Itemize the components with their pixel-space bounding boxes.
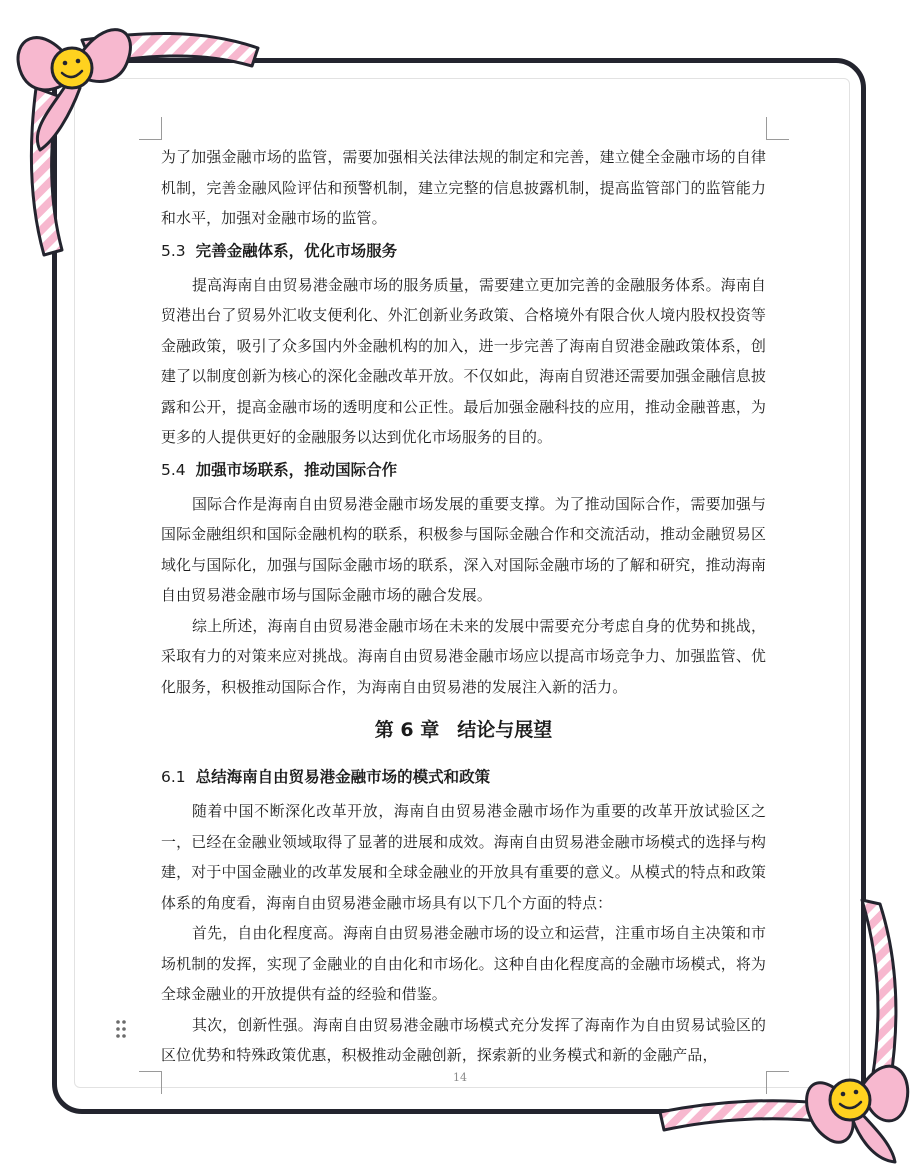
page-number: 14	[453, 1071, 467, 1084]
paragraph: 综上所述，海南自由贸易港金融市场在未来的发展中需要充分考虑自身的优势和挑战，采取有力的对策来应对挑战。海南自由贸易港金融市场应以提高市场竞争力、加强监管、优化服务，积极推动国际合作，为海南自由贸易港的发展注入新的活力。	[161, 616, 766, 696]
section-title: 完善金融体系，优化市场服务	[195, 241, 398, 260]
section-number: 6.1	[161, 768, 186, 786]
chapter-number: 第 6 章	[374, 719, 440, 741]
section-number: 5.4	[161, 460, 186, 479]
chapter-title: 结论与展望	[457, 719, 553, 741]
paragraph: 提高海南自由贸易港金融市场的服务质量，需要建立更加完善的金融服务体系。海南自贸港出台了贸易外汇收支便利化、外汇创新业务政策、合格境外有限合伙人境内股权投资等金融政策，吸引了众多国内外金融机构的加入，进一步完善了海南自贸港金融政策体系，创建了以制度创新为核心的深化金融改革开放。不仅如此，海南自贸港还需要加强金融信息披露和公开，提高金融市场的透明度和公正性。最后加强金融科技的应用，推动金融普惠，为更多的人提供更好的金融服务以达到优化市场服务的目的。	[161, 275, 766, 446]
paragraph: 国际合作是海南自由贸易港金融市场发展的重要支撑。为了推动国际合作，需要加强与国际金融组织和国际金融机构的联系，积极参与国际金融合作和交流活动，推动金融贸易区域化与国际化，加强与国际金融市场的联系，深入对国际金融市场的了解和研究，推动海南自由贸易港金融市场与国际金融市场的融合发展。	[161, 494, 766, 604]
paragraph: 其次，创新性强。海南自由贸易港金融市场模式充分发挥了海南作为自由贸易试验区的区位优势和特殊政策优惠，积极推动金融创新，探索新的业务模式和新的金融产品，	[161, 1015, 766, 1064]
smiley-face-icon	[830, 1080, 870, 1120]
smiley-face-icon	[52, 48, 92, 88]
section-title: 总结海南自由贸易港金融市场的模式和政策	[195, 768, 491, 786]
paragraph: 随着中国不断深化改革开放，海南自由贸易港金融市场作为重要的改革开放试验区之一，已经在金融业领域取得了显著的进展和成效。海南自由贸易港金融市场模式的选择与构建，对于中国金融业的改革发展和全球金融业的开放具有重要的意义。从模式的特点和政策体系的角度看，海南自由贸易港金融市场具有以下几个方面的特点：	[161, 802, 766, 912]
paragraph: 为了加强金融市场的监管，需要加强相关法律法规的制定和完善，建立健全金融市场的自律机制，完善金融风险评估和预警机制，建立完整的信息披露机制，提高监管部门的监管能力和水平，加强对金融市场的监管。	[161, 148, 766, 227]
bottom-right-ribbon	[660, 900, 908, 1162]
section-title: 加强市场联系，推动国际合作	[195, 460, 398, 479]
paragraph: 首先，自由化程度高。海南自由贸易港金融市场的设立和运营，注重市场自主决策和市场机制的发挥，实现了金融业的自由化和市场化。这种自由化程度高的金融市场模式，将为全球金融业的开放提供有益的经验和借鉴。	[161, 924, 766, 1003]
section-number: 5.3	[161, 241, 186, 260]
